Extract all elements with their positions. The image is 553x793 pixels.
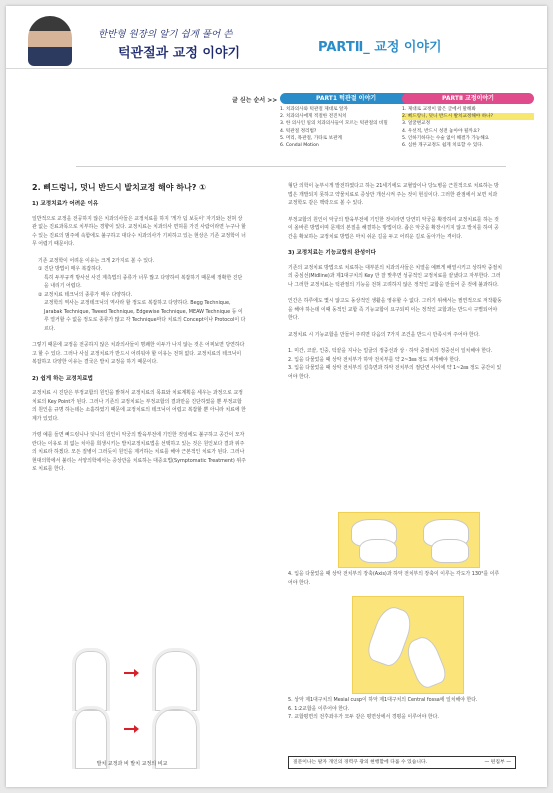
list-item: 3. 입을 다물었을 때 상악 전치부의 설측면과 하악 전치부의 절단면 사이에 약 1~2㎜ 정도 공간이 있어야 한다. xyxy=(288,365,502,380)
paragraph: 일반적으로 교정을 전공하지 않은 치과의사들은 교정치료를 하지 '게가 덥 보듯이' 자기와는 전혀 상관 없는 진료과목으로 치부하는 경향이 있다. 교정치료는 치과의사 면허를 가진 사람이라면 누구나 할 수 있는 진료의 범주에 속함에도 불구하고 대다수 치과의사가 기피하고 있는 현상은 기존 교정학이 너무 어렵기 때문이다. xyxy=(32,215,246,247)
axis-angle-figure xyxy=(352,596,464,694)
section-heading: 1) 교정치료가 어려운 이유 xyxy=(32,201,99,207)
paragraph: 그렇기 때문에 교정을 전공하지 않은 치과의사들이 명쾌한 이두가 나지 않는 것은 어찌보면 당연하다고 할 수 있다. 그러나 사실 교정치료가 반드시 어려워야 할 이유는 전혀 없다. 교정치료의 테크닉이 복잡하고 다양한 이유는 결국은 발치 교정을 하기 때문이다. xyxy=(32,342,245,365)
paragraph: 부정교합의 원인이 악궁의 발육부전에 기인한 것이라면 당연히 악궁을 확장하여 교정치료를 하는 것이 올바른 방법이며 문제의 본질을 해결하는 방법이다. 좁은 악궁을 확장시키지 않고 발치를 하여 공간을 확보하는 교정치료 방법은 마치 쉬운 길을 두고 어려운 길로 돌아가는 격이다. xyxy=(288,216,499,240)
list-item: 5. 상악 제1대구치의 Mesial cusp이 하악 제1대구치의 Central fossa에 일치해야 한다. xyxy=(288,697,478,703)
toc-divider xyxy=(76,166,506,167)
toc-part2 xyxy=(402,93,534,149)
list-item: 4. 입을 다물었을 때 상악 전치부의 장축(Axis)과 하악 전치부의 장축이 이루는 각도가 130°를 이루어야 한다. xyxy=(288,571,500,586)
list-item: ② 교정치료 테크닉의 종류가 매우 다양하다. xyxy=(38,291,133,298)
page-header xyxy=(6,6,547,69)
toc-part2-item: 3. 얼굴변교정 xyxy=(402,121,431,127)
list-item: 6. 1:2교합을 이루어야 한다. xyxy=(288,705,350,712)
paragraph: 기존 교정학이 어려운 이유는 크게 2가지로 볼 수 있다. xyxy=(38,257,155,264)
header-subtitle: 한반형 원장의 알기 쉽게 풀어 쓴 xyxy=(98,29,233,40)
article-title: 2. 삐드렁니, 덧니 반드시 발치교정 해야 하나? ① xyxy=(32,183,206,192)
toc-part1-item: 6. Condal Motion xyxy=(280,143,319,149)
toc-part1-header: PART1 턱관절 이야기 xyxy=(280,93,412,104)
toc-part2-list xyxy=(402,106,534,149)
list-item: 7. 교합평면의 전후좌우가 모두 같은 평면상에서 경평을 이루어야 한다. xyxy=(288,714,439,720)
list-item: 2. 입을 다물었을 때 상악 전치부가 하악 전치부를 약 2~3㎜ 정도 피개해야 한다. xyxy=(288,356,461,363)
paragraph: 가령 예를 들면 삐드렁니나 덧니의 원인이 악궁의 발육부전에 기인한 것임에도 불구하고 공간이 모자란다는 이유로 죄 없는 치아를 희생시키는 발치교정치료법을 선택하고 있는 것은 원인보다 결과 위주의 치료라 하겠다. 모든 질병이 그러듯이 원인을 제거하는 치료를 해야 근본적인 치료가 된다. 그러나 현대의학에서 불리는 서양의학에서는 증상만을 치료하는 대증요법(Symptomatic Treatment) 위주로 치료를 한다. xyxy=(32,432,246,472)
toc-part2-item: 4. 우선적, 반드시 성전 놓아야 될까요? xyxy=(402,128,480,134)
dental-arch-illustration xyxy=(72,648,110,711)
editor-note xyxy=(288,756,516,769)
list-item-detail: 교정학의 역사는 교정테크닉의 역사라 할 정도로 복잡하고 다양하다. Begg Technique, Jarabak Technique, Tweed Technique, Edgewise Technique, MEAW Technique 등 이루 열거할 수 없을 정도로 종류가 많고 각 Technique마다 치료의 Concept이나 Protocol이 다르다. xyxy=(44,300,246,332)
note-source: — 편집부 — xyxy=(484,760,511,765)
toc-part1-item: 1. 치과의사와 턱관절 제대로 알자 xyxy=(280,107,348,112)
paragraph: 형단 의학이 눈부시게 발전하였다고 하는 21세기에도 교혈압이나 당뇨병을 근원적으로 치료하는 방법은 개발되지 못하고 약물치료로 증상만 개선시켜 주는 것이 현실이다. 그러한 관점에서 보면 치과 교정학도 같은 맥락으로 볼 수 있다. xyxy=(288,183,499,206)
right-column-list3 xyxy=(288,696,502,722)
arrow-icon xyxy=(124,672,136,674)
toc-part1-item: 3. 한 의사인 일의 치과의사들이 모르는 턱관절의 비밀 xyxy=(280,121,388,127)
toc-part2-header: PARTⅡ 교정이야기 xyxy=(402,93,534,104)
overbite-figure xyxy=(338,512,480,568)
toc-part1-item: 4. 턱관절 정리법? xyxy=(280,128,317,134)
toc-part1-list xyxy=(280,106,412,149)
magazine-page xyxy=(6,6,547,787)
toc-part2-item: 1. 제대로 교정이 많은 글에서 말해봐 xyxy=(402,107,476,112)
arch-comparison-figure xyxy=(32,644,252,768)
section-heading: 3) 교정치료는 기능교합의 완성이다 xyxy=(288,250,376,256)
paragraph: 기존의 교정치료 방법으로 치료하는 대부분의 치과의사들은 치열을 예쁘게 배열시키고 상하악 중절치의 중심선(Midline)과 제1대구치의 Key 만 잘 맞추면 성공적인 교정치료를 끝냈다고 자부한다. 그러나 그러한 교정치료는 턱관절의 기능을 전혀 고려하지 않은 정적인 교합을 만들어 준 것에 불과하다. xyxy=(288,264,502,288)
right-column xyxy=(288,182,502,381)
author-photo xyxy=(28,16,72,66)
paragraph: 인간은 하루에도 몇시 않고도 동상적인 생활을 영유할 수 없다. 그러기 위해서는 필연적으로 저작활동을 해야 하는데 이때 동적인 교합 즉 기능교합이 요구되며 이는 정적인 교합과는 반드시 구별되어야 한다. xyxy=(288,298,502,321)
list-item-detail: 특히 두부규격 방사선 사진 계측법의 종류가 너무 많고 다양하여 복잡하기 때문에 정확한 진단을 내리기 어렵다. xyxy=(44,274,243,289)
tooth-illustration xyxy=(431,539,469,563)
paragraph: 교정치료 시 진단은 부정교합의 원인을 밝혀서 교정치료의 목표와 치료계획을 세우는 과정으로 교정치료의 Key Point가 된다. 그러나 기존의 교정치료는 부정교합의 결과만을 진단하였을 뿐 부정교합의 원인을 규명 하는데는 소홀하였기 때문에 교정치료의 테크닉이 어렵고 복잡할 뿐 아니라 치료에 한계가 있었다. xyxy=(32,390,246,422)
toc-part2-item: 5. 인하기하다는 수술 없이 해결가 가능해요 xyxy=(402,135,490,141)
figure-caption: 발치 교정과 비 발치 교정의 비교 xyxy=(96,761,168,767)
tooth-illustration xyxy=(403,633,450,691)
tooth-illustration xyxy=(359,539,397,563)
toc-label: 글 싣는 순서 >> xyxy=(232,97,278,104)
right-column-list2 xyxy=(288,570,502,587)
list-item: 1. 미간, 코끝, 인중, 턱끝을 지나는 얼굴의 정중선과 상ㆍ하악 중절치의 정중선이 일치해야 한다. xyxy=(288,348,493,354)
dental-arch-illustration xyxy=(152,648,200,711)
toc-part2-item-current: 2. 삐드랑니, 덧니 반드시 발치교정해야 하나? xyxy=(402,113,534,120)
arrow-icon xyxy=(124,728,136,730)
toc-part2-item: 6. 심한 개구교정도 쉽게 치료할 수 있다. xyxy=(402,143,484,149)
part-title: PARTⅡ_ 교정 이야기 xyxy=(318,40,442,55)
toc-part1 xyxy=(280,93,412,149)
toc-part1-item: 5. 머리, 목관절, 가타로 보관계 xyxy=(280,135,342,141)
left-column xyxy=(32,182,246,482)
toc-part1-item: 2. 치과의사에게 적절한 전진처치 xyxy=(280,114,347,120)
list-item: ① 진단 방법이 매우 복잡하다. xyxy=(38,266,103,272)
section-heading: 2) 쉽게 하는 교정치료법 xyxy=(32,375,93,382)
paragraph: 교정치료 시 기능교합을 만들어 주려면 다음의 7가지 조건을 반드시 만족시켜 주어야 한다. xyxy=(288,331,480,338)
header-title: 턱관절과 교정 이야기 xyxy=(118,46,241,61)
condition-list xyxy=(288,347,502,381)
note-text: 질문이나는 팔자 개인의 경력쿠 광의 현행할에 다룰 수 있습니다. xyxy=(293,760,428,765)
